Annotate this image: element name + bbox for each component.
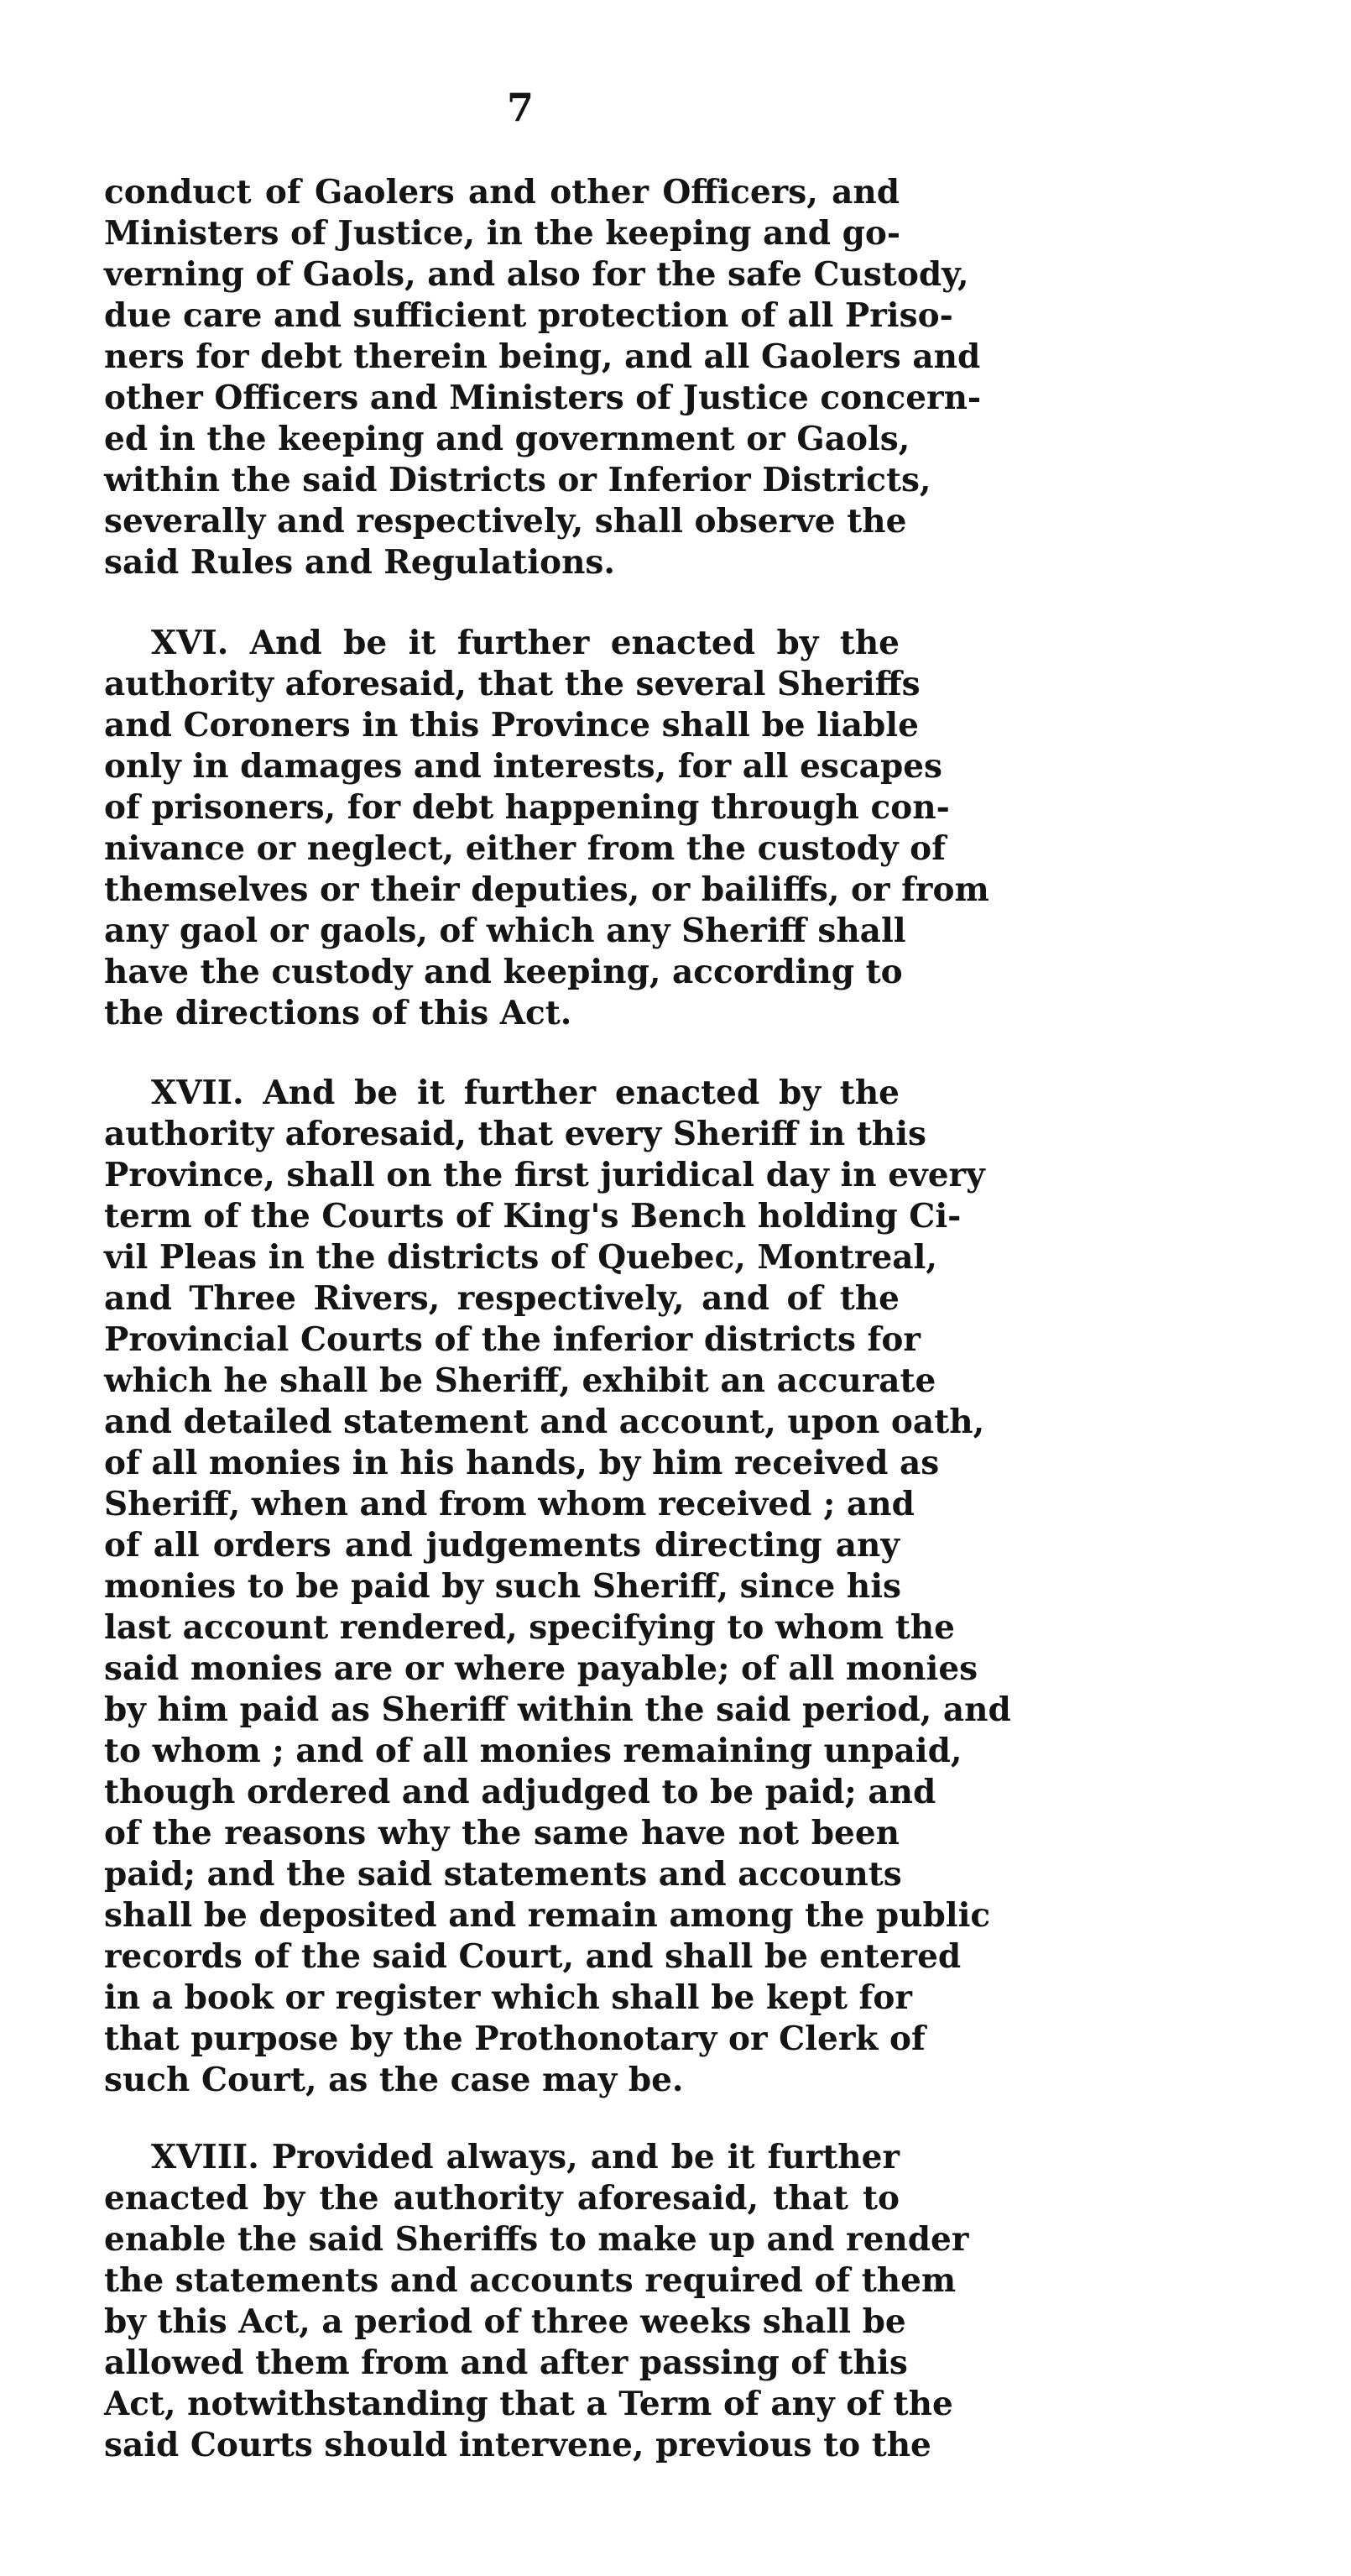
text-line: that purpose by the Prothonotary or Clerk of (104, 2020, 926, 2058)
text-line: nivance or neglect, either from the custody of (104, 829, 946, 868)
section-heading-line: XVII. And be it further enacted by the (151, 1074, 900, 1112)
text-line: Ministers of Justice, in the keeping and go- (104, 214, 901, 253)
text-line: Provincial Courts of the inferior districts for (104, 1320, 921, 1359)
text-line: and detailed statement and account, upon oath, (104, 1403, 985, 1441)
text-line: conduct of Gaolers and other Officers, and (104, 173, 900, 212)
section-heading-line: XVIII. Provided always, and be it further (151, 2138, 900, 2176)
section-xvi (104, 623, 989, 1034)
text-line: verning of Gaols, and also for the safe Custody, (104, 255, 969, 294)
text-line: any gaol or gaols, of which any Sheriff shall (104, 912, 906, 950)
text-line: Act, notwithstanding that a Term of any of the (104, 2385, 953, 2423)
text-line: in a book or register which shall be kept for (104, 1978, 912, 2017)
text-line: said Rules and Regulations. (104, 543, 615, 582)
text-line: enable the said Sheriffs to make up and render (104, 2220, 969, 2259)
text-line: ed in the keeping and government or Gaols, (104, 420, 910, 458)
text-line: of the reasons why the same have not been (104, 1814, 900, 1852)
text-line: other Officers and Ministers of Justice concern- (104, 379, 982, 417)
text-line: ners for debt therein being, and all Gaolers and (104, 337, 981, 376)
text-line: due care and sufficient protection of all Priso- (104, 296, 953, 335)
text-line: authority aforesaid, that the several Sheriffs (104, 665, 921, 703)
text-line: themselves or their deputies, or bailiffs, or from (104, 870, 989, 909)
text-line: and Three Rivers, respectively, and of the (104, 1279, 900, 1318)
text-line: to whom ; and of all monies remaining unpaid, (104, 1732, 962, 1770)
text-line: last account rendered, specifying to whom the (104, 1608, 955, 1647)
text-line: enacted by the authority aforesaid, that to (104, 2179, 900, 2218)
text-line: by this Act, a period of three weeks shall be (104, 2302, 906, 2341)
text-line: Province, shall on the first juridical day in every (104, 1156, 985, 1194)
text-line: authority aforesaid, that every Sheriff in this (104, 1115, 926, 1153)
text-line: which he shall be Sheriff, exhibit an accurate (104, 1361, 936, 1400)
paragraph-rules-conclusion (104, 172, 982, 583)
text-line: severally and respectively, shall observe the (104, 502, 907, 541)
text-line: allowed them from and after passing of this (104, 2343, 908, 2382)
section-heading-line: XVI. And be it further enacted by the (151, 624, 900, 662)
text-line: the directions of this Act. (104, 994, 572, 1032)
section-xviii (104, 2137, 969, 2466)
text-line: the statements and accounts required of them (104, 2261, 957, 2300)
text-line: by him paid as Sheriff within the said period, and (104, 1690, 1011, 1729)
text-line: such Court, as the case may be. (104, 2061, 684, 2099)
text-line: vil Pleas in the districts of Quebec, Montreal, (104, 1238, 937, 1277)
text-line: of prisoners, for debt happening through con- (104, 788, 950, 827)
text-line: of all monies in his hands, by him received as (104, 1444, 940, 1482)
text-line: paid; and the said statements and accounts (104, 1855, 902, 1894)
text-line: have the custody and keeping, according to (104, 953, 903, 991)
text-line: said monies are or where payable; of all monies (104, 1649, 978, 1688)
text-line: though ordered and adjudged to be paid; and (104, 1773, 936, 1811)
text-line: and Coroners in this Province shall be liable (104, 706, 919, 745)
section-xvii (104, 1073, 1011, 2101)
text-line: Sheriff, when and from whom received ; and (104, 1485, 915, 1523)
page-number: 7 (506, 85, 534, 130)
text-line: monies to be paid by such Sheriff, since his (104, 1567, 902, 1606)
text-line: said Courts should intervene, previous to the (104, 2426, 931, 2464)
text-line: within the said Districts or Inferior Districts, (104, 461, 931, 499)
text-line: records of the said Court, and shall be entered (104, 1937, 962, 1976)
text-line: term of the Courts of King's Bench holding Ci- (104, 1197, 962, 1236)
text-line: of all orders and judgements directing any (104, 1526, 900, 1565)
text-line: shall be deposited and remain among the public (104, 1896, 991, 1935)
text-line: only in damages and interests, for all escapes (104, 747, 942, 786)
